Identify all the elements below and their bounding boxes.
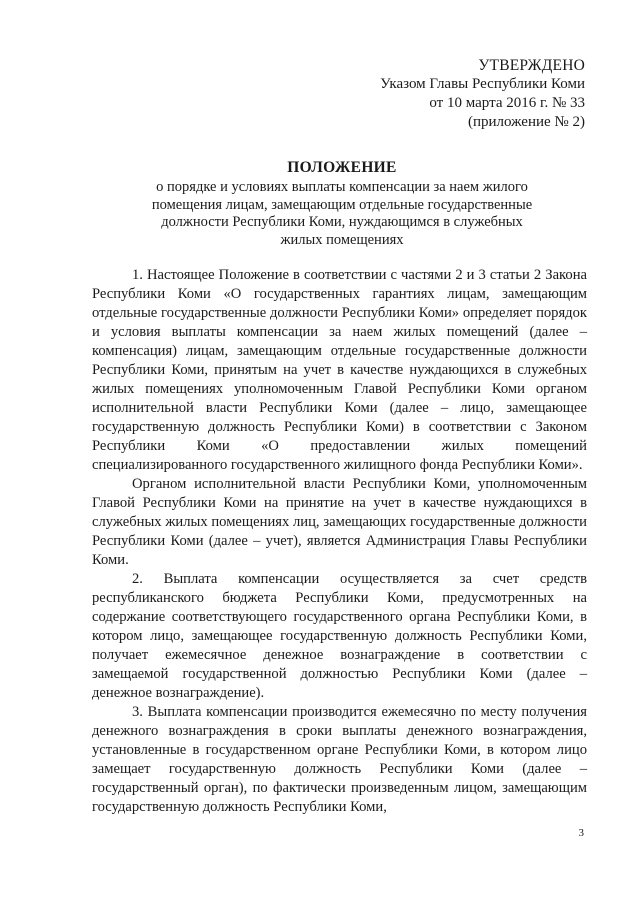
subtitle-line: должности Республики Коми, нуждающимся в служебных <box>161 214 523 231</box>
document-body <box>92 266 587 817</box>
document-subtitle <box>92 179 592 249</box>
page-number: 3 <box>578 827 584 839</box>
approval-line-approved: УТВЕРЖДЕНО <box>478 57 585 74</box>
paragraph-3: 3. Выплата компенсации производится ежемесячно по месту получения денежного вознаграждения в сроки выплаты денежного вознаграждения, установленные в государственном органе Республики Коми, в котором лицо замещает государственную должность Республики Коми (далее – государственный орган), по фактически произведенным лицом, замещающим государственную должность Республики Коми, <box>92 704 587 815</box>
subtitle-line: о порядке и условиях выплаты компенсации за наем жилого <box>156 179 528 195</box>
approval-line-decree: Указом Главы Республики Коми <box>380 76 585 92</box>
paragraph-1: 1. Настоящее Положение в соответствии с частями 2 и 3 статьи 2 Закона Республики Коми «О государственных гарантиях лицам, замещающим отдельные государственные должности Республики Коми» определяет порядок и условия выплаты компенсации за наем жилых помещений (далее – компенсация) лицам, замещающим отдельные государственные должности Республики Коми, принятым на учет в качестве нуждающихся в служебных жилых помещениях уполномоченным Главой Республики Коми органом исполнительной власти Республики Коми (далее – лицо, замещающее государственную должность Республики Коми) в соответствии с Законом Республики Коми «О предоставлении жилых помещений специализированного государственного жилищного фонда Республики Коми». <box>92 267 587 473</box>
approval-line-date: от 10 марта 2016 г. № 33 <box>429 95 585 111</box>
paragraph-authority: Органом исполнительной власти Республики Коми, уполномоченным Главой Республики Коми на принятие на учет в качестве нуждающихся в служебных жилых помещениях лиц, замещающих государственные должности Республики Коми (далее – учет), является Администрация Главы Республики Коми. <box>92 476 587 568</box>
document-title: ПОЛОЖЕНИЕ <box>287 159 397 176</box>
paragraph-2: 2. Выплата компенсации осуществляется за счет средств республиканского бюджета Республики Коми, предусмотренных на содержание соответствующего государственного органа Республики Коми, в котором лицо, замещающее государственную должность Республики Коми, получает ежемесячное денежное вознаграждение в соответствии с замещаемой государственной должностью Республики Коми (далее – денежное вознаграждение). <box>92 571 587 701</box>
subtitle-line: жилых помещениях <box>280 231 404 248</box>
approval-line-appendix: (приложение № 2) <box>467 114 585 130</box>
approval-stamp <box>380 56 585 132</box>
document-heading <box>92 158 592 249</box>
subtitle-line: помещения лицам, замещающим отдельные государственные <box>151 196 533 213</box>
